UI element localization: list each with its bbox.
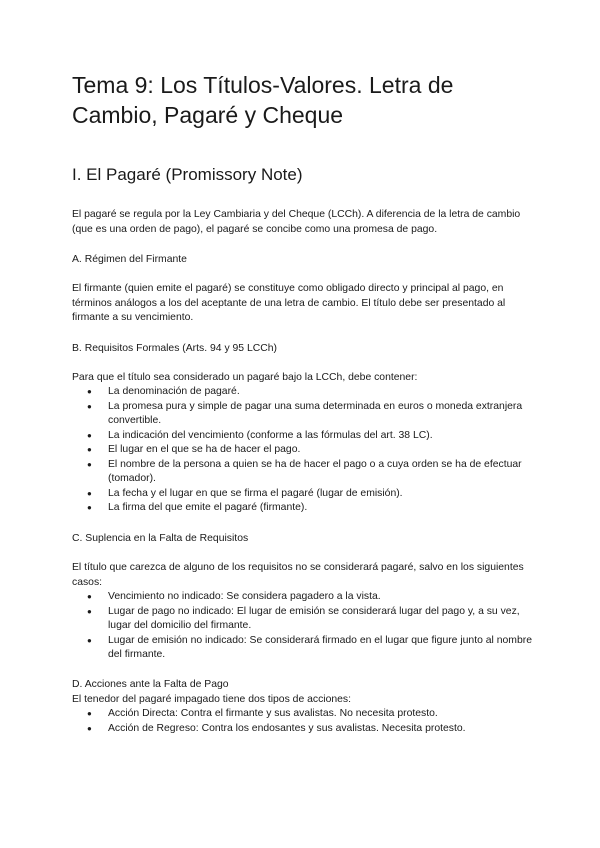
- list-d: [72, 707, 532, 736]
- list-item: ● Acción Directa: Contra el firmante y sus avalistas. No necesita protesto.: [72, 707, 532, 722]
- subheading-d: D. Acciones ante la Falta de Pago: [72, 679, 229, 690]
- list-c: [72, 590, 532, 663]
- list-item: ● Lugar de pago no indicado: El lugar de emisión se considerará lugar del pago y, a su vez, lugar del domicilio del firmante.: [72, 605, 532, 634]
- subheading-b: B. Requisitos Formales (Arts. 94 y 95 LCCh): [72, 343, 277, 354]
- lead-c: El título que carezca de alguno de los requisitos no se considerará pagaré, salvo en los siguientes casos:: [72, 562, 524, 588]
- list-item: ● La promesa pura y simple de pagar una suma determinada en euros o moneda extranjera convertible.: [72, 400, 532, 429]
- subheading-a: A. Régimen del Firmante: [72, 254, 187, 265]
- intro-paragraph: El pagaré se regula por la Ley Cambiaria y del Cheque (LCCh). A diferencia de la letra de cambio (que es una orden de pago), el pagaré se concibe como una promesa de pago.: [72, 209, 521, 235]
- list-item: ● Vencimiento no indicado: Se considera pagadero a la vista.: [72, 590, 532, 605]
- list-item: ● La denominación de pagaré.: [72, 385, 532, 400]
- lead-b: Para que el título sea considerado un pagaré bajo la LCCh, debe contener:: [72, 372, 418, 383]
- list-item: ● La indicación del vencimiento (conforme a las fórmulas del art. 38 LC).: [72, 429, 532, 444]
- list-item: ● Lugar de emisión no indicado: Se considerará firmado en el lugar que figure junto al nombre del firmante.: [72, 634, 532, 663]
- list-item: ● Acción de Regreso: Contra los endosantes y sus avalistas. Necesita protesto.: [72, 722, 532, 737]
- paragraph-a: El firmante (quien emite el pagaré) se constituye como obligado directo y principal al pago, en términos análogos a los del aceptante de una letra de cambio. El título debe ser presentado al firmante a su vencimiento.: [72, 283, 506, 323]
- list-item: ● El nombre de la persona a quien se ha de hacer el pago o a cuya orden se ha de efectuar (tomador).: [72, 458, 532, 487]
- list-item: ● La fecha y el lugar en que se firma el pagaré (lugar de emisión).: [72, 487, 532, 502]
- lead-d: El tenedor del pagaré impagado tiene dos tipos de acciones:: [72, 694, 352, 705]
- subheading-c: C. Suplencia en la Falta de Requisitos: [72, 533, 249, 544]
- section-heading: I. El Pagaré (Promissory Note): [72, 165, 303, 184]
- list-item: ● La firma del que emite el pagaré (firmante).: [72, 501, 532, 516]
- document-title: Tema 9: Los Títulos-Valores. Letra de Cambio, Pagaré y Cheque: [72, 72, 454, 128]
- list-item: ● El lugar en el que se ha de hacer el pago.: [72, 443, 532, 458]
- list-b: [72, 385, 532, 516]
